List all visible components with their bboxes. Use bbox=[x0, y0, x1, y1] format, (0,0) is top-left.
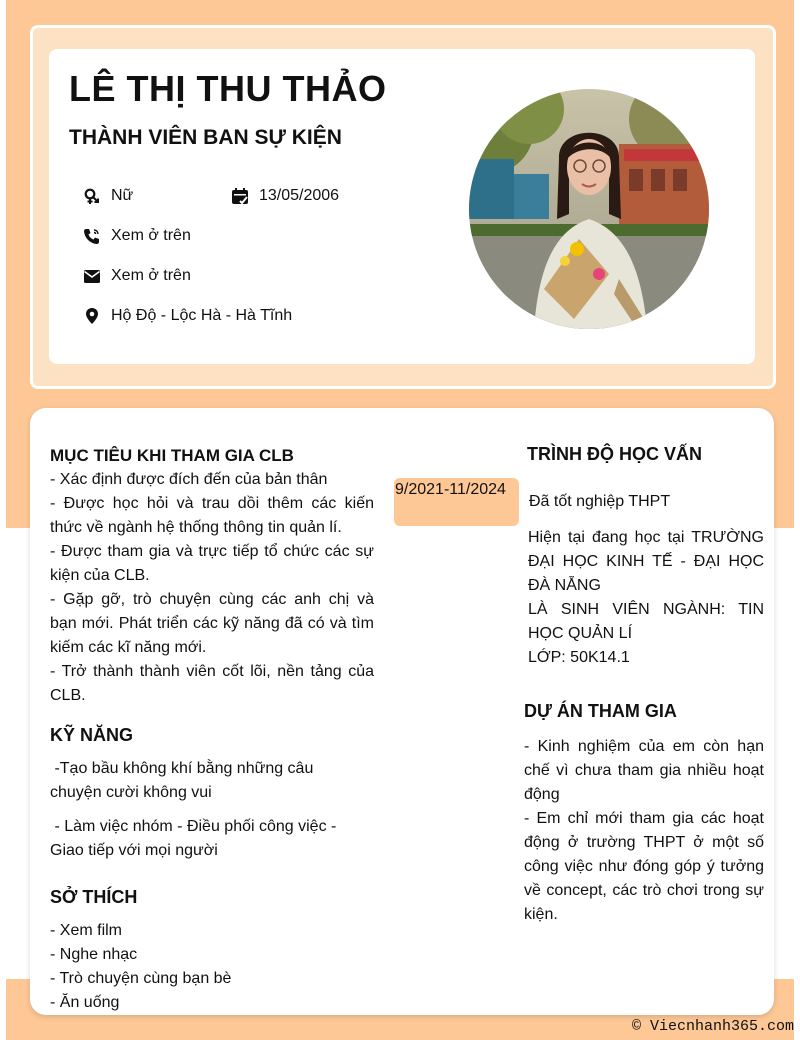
email-info bbox=[82, 266, 191, 286]
objective-item: - Trở thành thành viên cốt lõi, nền tảng của CLB. bbox=[50, 663, 374, 704]
skills-title: KỸ NĂNG bbox=[50, 725, 134, 745]
education-title: TRÌNH ĐỘ HỌC VẤN bbox=[527, 444, 702, 464]
phone-info bbox=[82, 226, 191, 246]
project-item: - Kinh nghiệm của em còn hạn chế vì chưa tham gia nhiều hoạt động bbox=[524, 738, 764, 803]
candidate-name: LÊ THỊ THU THẢO bbox=[69, 68, 387, 109]
projects-title: DỰ ÁN THAM GIA bbox=[524, 701, 677, 721]
copyright-footer: © Viecnhanh365.com bbox=[631, 1018, 794, 1035]
phone-value: Xem ở trên bbox=[111, 227, 191, 244]
birthdate-value: 13/05/2006 bbox=[259, 187, 340, 204]
hobbies-title: SỞ THÍCH bbox=[50, 887, 138, 907]
calendar-icon bbox=[230, 186, 250, 206]
hobby-item: - Ăn uống bbox=[50, 994, 120, 1011]
candidate-role: THÀNH VIÊN BAN SỰ KIỆN bbox=[69, 126, 342, 149]
skills-item: -Tạo bầu không khí bằng những câu chuyện cười không vui bbox=[50, 760, 318, 801]
address-info bbox=[82, 306, 292, 326]
gender-info bbox=[82, 186, 133, 206]
gender-value: Nữ bbox=[111, 187, 134, 204]
hobby-item: - Xem film bbox=[50, 922, 122, 939]
education-line: Đã tốt nghiệp THPT bbox=[529, 493, 671, 510]
address-value: Hộ Độ - Lộc Hà - Hà Tĩnh bbox=[111, 307, 293, 324]
gender-icon bbox=[82, 186, 102, 206]
objective-item: - Được tham gia và trực tiếp tổ chức các sự kiện của CLB. bbox=[50, 543, 374, 584]
education-details bbox=[528, 526, 764, 670]
email-value: Xem ở trên bbox=[111, 267, 191, 284]
hobby-item: - Nghe nhạc bbox=[50, 946, 138, 963]
education-line: LỚP: 50K14.1 bbox=[528, 649, 630, 666]
location-pin-icon bbox=[82, 306, 102, 326]
objective-item: - Gặp gỡ, trò chuyện cùng các anh chị và bạn mới. Phát triển các kỹ năng đã có và tìm kiếm các kĩ năng mới. bbox=[50, 591, 374, 656]
objective-title: MỤC TIÊU KHI THAM GIA CLB bbox=[50, 446, 294, 465]
hobbies-list bbox=[50, 919, 350, 1015]
education-line: Hiện tại đang học tại TRƯỜNG ĐẠI HỌC KINH TẾ - ĐẠI HỌC ĐÀ NẴNG bbox=[528, 529, 764, 594]
education-line: LÀ SINH VIÊN NGÀNH: TIN HỌC QUẢN LÍ bbox=[528, 601, 764, 642]
education-period: 9/2021-11/2024 bbox=[394, 478, 519, 526]
projects-list bbox=[524, 735, 764, 927]
hobby-item: - Trò chuyện cùng bạn bè bbox=[50, 970, 232, 987]
email-icon bbox=[82, 266, 102, 286]
objective-list bbox=[50, 468, 374, 708]
profile-photo bbox=[469, 89, 709, 329]
project-item: - Em chỉ mới tham gia các hoạt động ở trường THPT ở một số công việc như đóng góp ý tưởng về concept, các trò chơi trong sự kiện. bbox=[524, 810, 764, 923]
objective-item: - Được học hỏi và trau dồi thêm các kiến thức về ngành hệ thống thông tin quản lí. bbox=[50, 495, 374, 536]
skills-item: - Làm việc nhóm - Điều phối công việc - Giao tiếp với mọi người bbox=[50, 818, 341, 859]
birthdate-info bbox=[230, 186, 339, 206]
phone-icon bbox=[82, 226, 102, 246]
objective-item: - Xác định được đích đến của bản thân bbox=[50, 471, 328, 488]
